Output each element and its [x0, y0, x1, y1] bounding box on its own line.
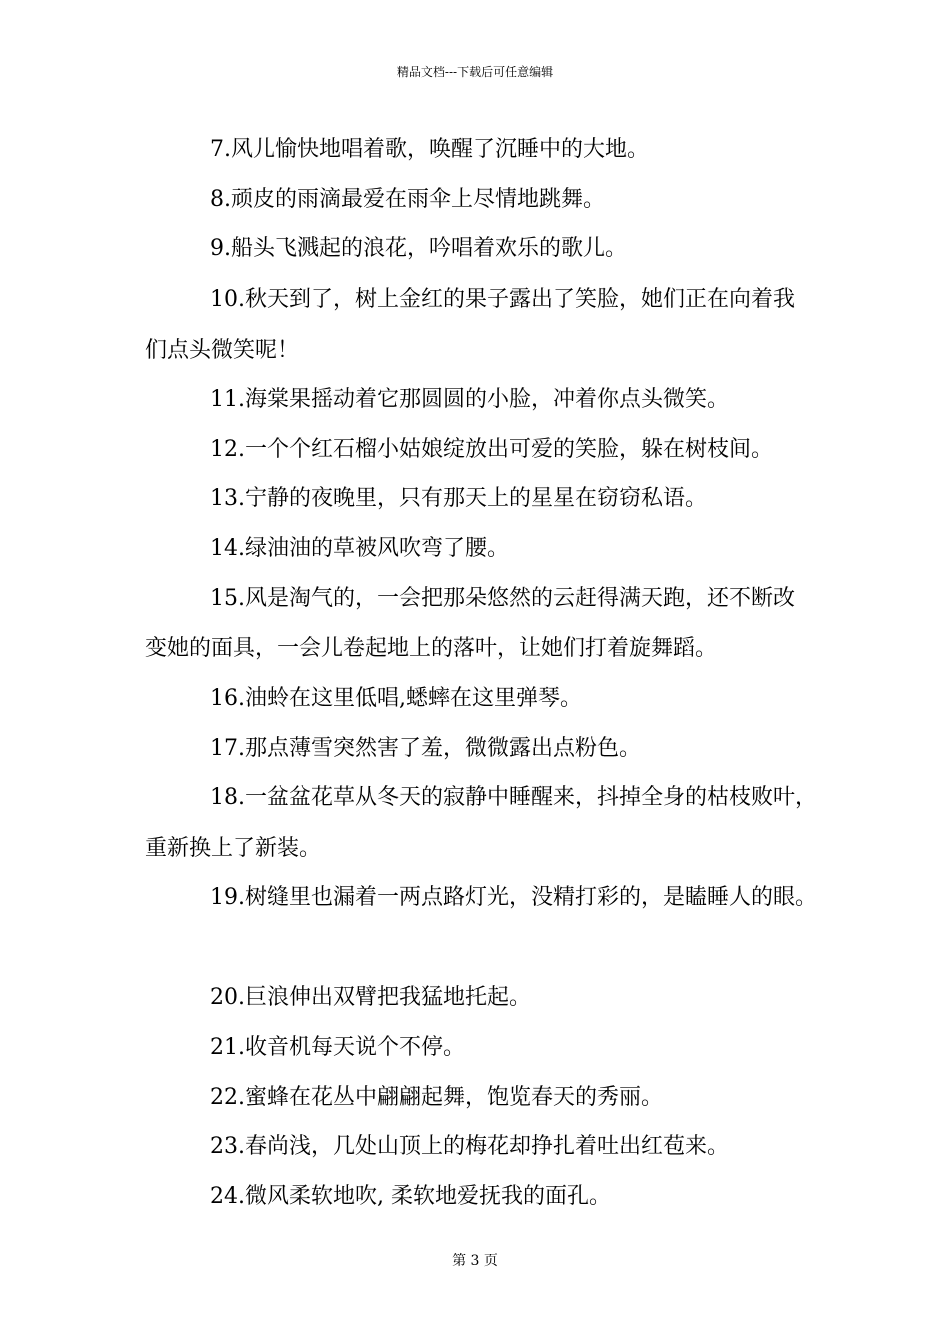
- sentence-24: 24.微风柔软地吹, 柔软地爱抚我的面孔。: [210, 1184, 611, 1209]
- sentence-9: 9.船头飞溅起的浪花，吟唱着欢乐的歌儿。: [210, 236, 627, 261]
- sentence-10-line-1: 10.秋天到了，树上金红的果子露出了笑脸，她们正在向着我: [210, 287, 795, 312]
- sentence-20: 20.巨浪伸出双臂把我猛地托起。: [210, 985, 531, 1010]
- page-number: 第 3 页: [452, 1253, 498, 1269]
- sentence-22: 22.蜜蜂在花丛中翩翩起舞，饱览春天的秀丽。: [210, 1085, 663, 1110]
- page-header: 精品文档---下载后可任意编辑: [396, 65, 554, 79]
- sentence-21: 21.收音机每天说个不停。: [210, 1035, 465, 1060]
- sentence-23: 23.春尚浅，几处山顶上的梅花却挣扎着吐出红苞来。: [210, 1134, 729, 1159]
- sentence-7: 7.风儿愉快地唱着歌，唤醒了沉睡中的大地。: [210, 137, 649, 162]
- sentence-8: 8.顽皮的雨滴最爱在雨伞上尽情地跳舞。: [210, 187, 605, 212]
- sentence-14: 14.绿油油的草被风吹弯了腰。: [210, 536, 509, 561]
- sentence-16: 16.油蛉在这里低唱,蟋蟀在这里弹琴。: [210, 686, 582, 711]
- sentence-18-line-1: 18.一盆盆花草从冬天的寂静中睡醒来，抖掉全身的枯枝败叶，: [210, 785, 817, 810]
- sentence-17: 17.那点薄雪突然害了羞，微微露出点粉色。: [210, 736, 641, 761]
- sentence-13: 13.宁静的夜晚里，只有那天上的星星在窃窃私语。: [210, 486, 707, 511]
- sentence-11: 11.海棠果摇动着它那圆圆的小脸，冲着你点头微笑。: [210, 387, 729, 412]
- sentence-10-line-2: 们点头微笑呢！: [145, 338, 300, 363]
- sentence-12: 12.一个个红石榴小姑娘绽放出可爱的笑脸，躲在树枝间。: [210, 437, 773, 462]
- sentence-15-line-2: 变她的面具，一会儿卷起地上的落叶，让她们打着旋舞蹈。: [145, 636, 718, 661]
- sentence-18-line-2: 重新换上了新装。: [145, 836, 322, 861]
- sentence-15-line-1: 15.风是淘气的，一会把那朵悠然的云赶得满天跑，还不断改: [210, 586, 795, 611]
- sentence-19: 19.树缝里也漏着一两点路灯光，没精打彩的，是瞌睡人的眼。: [210, 885, 817, 910]
